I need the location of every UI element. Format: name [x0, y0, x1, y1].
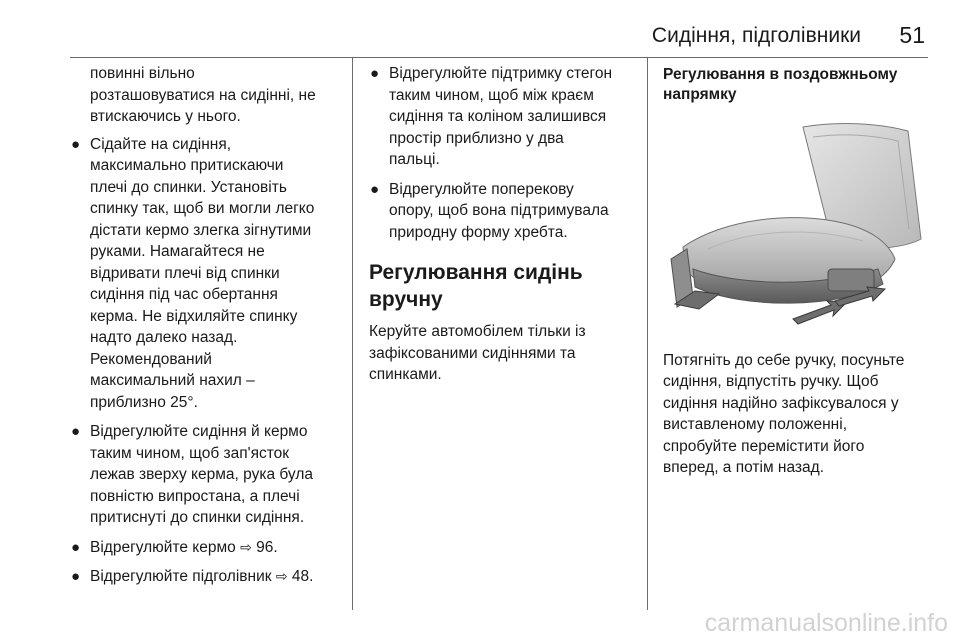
bullet-item [70, 421, 345, 529]
bullet-list-2 [369, 63, 639, 243]
page-number: 51 [899, 22, 925, 48]
continued-text: повинні вільно розташовуватися на сидінні, не втискаючись у нього. [90, 65, 316, 125]
column-2 [369, 63, 639, 386]
bullet-text: Відрегулюйте кермо [90, 538, 241, 556]
column-3 [663, 63, 933, 479]
header-rule [70, 57, 928, 58]
bullet-dot-icon: ● [370, 180, 380, 198]
subsection-heading: Регулювання в поздовжньому напрямку [663, 66, 898, 103]
bullet-item-ref [70, 566, 345, 588]
page-ref-link[interactable]: 48. [291, 568, 314, 585]
bullet-item [70, 134, 345, 414]
page-ref-arrow-icon: ⇨ [240, 538, 252, 555]
section-heading: Регулювання сидінь вручну [369, 261, 583, 311]
bullet-item [369, 179, 639, 244]
section-paragraph: Потягніть до себе ручку, посуньте сидіння, відпустіть ручку. Щоб сидіння надійно зафіксувалося у виставленому положенні, спробуйте перемістити його вперед, а потім назад. [663, 351, 905, 476]
watermark: carmanualsonline.info [704, 609, 948, 637]
page-ref-arrow-icon: ⇨ [275, 568, 288, 584]
page-title: Сидіння, підголівники [651, 24, 861, 47]
bullet-text: Відрегулюйте поперекову опору, щоб вона підтримувала природну форму хребта. [389, 180, 609, 241]
bullet-list-1 [70, 134, 345, 588]
bullet-dot-icon: ● [71, 135, 81, 153]
bullet-dot-icon: ● [71, 568, 81, 585]
bullet-dot-icon: ● [71, 538, 81, 556]
section-paragraph: Керуйте автомобілем тільки із зафіксованими сидіннями та спинками. [369, 323, 586, 383]
bullet-item [369, 63, 639, 171]
bullet-item-ref [70, 537, 345, 559]
bullet-dot-icon: ● [71, 423, 81, 440]
page-header [640, 20, 925, 54]
column-divider-1 [352, 58, 353, 610]
column-divider-2 [647, 58, 648, 610]
column-1 [70, 63, 345, 596]
bullet-text: Сідайте на сидіння, максимально притискаючи плечі до спинки. Установіть спинку так, щоб ви могли легко дістати кермо злегка зігнутими руками. Намагайтеся не відривати плечі від спинки сидіння під час обертання керма. Не відхиляйте спинку надто далеко назад. Рекомендований максимальний нахил – приблизно 25°. [90, 135, 315, 411]
bullet-dot-icon: ● [370, 65, 380, 82]
bullet-text: Відрегулюйте сидіння й кермо таким чином, щоб зап'ясток лежав зверху керма, рука була повністю випростана, а плечі притиснуті до спинки сидіння. [90, 423, 314, 526]
seat-adjustment-illustration [663, 119, 926, 329]
bullet-text: Відрегулюйте підголівник [90, 568, 276, 585]
bullet-text: Відрегулюйте підтримку стегон таким чином, щоб між краєм сидіння та коліном залишився простір приблизно у два пальці. [389, 65, 613, 168]
page-ref-link[interactable]: 96. [256, 538, 278, 556]
